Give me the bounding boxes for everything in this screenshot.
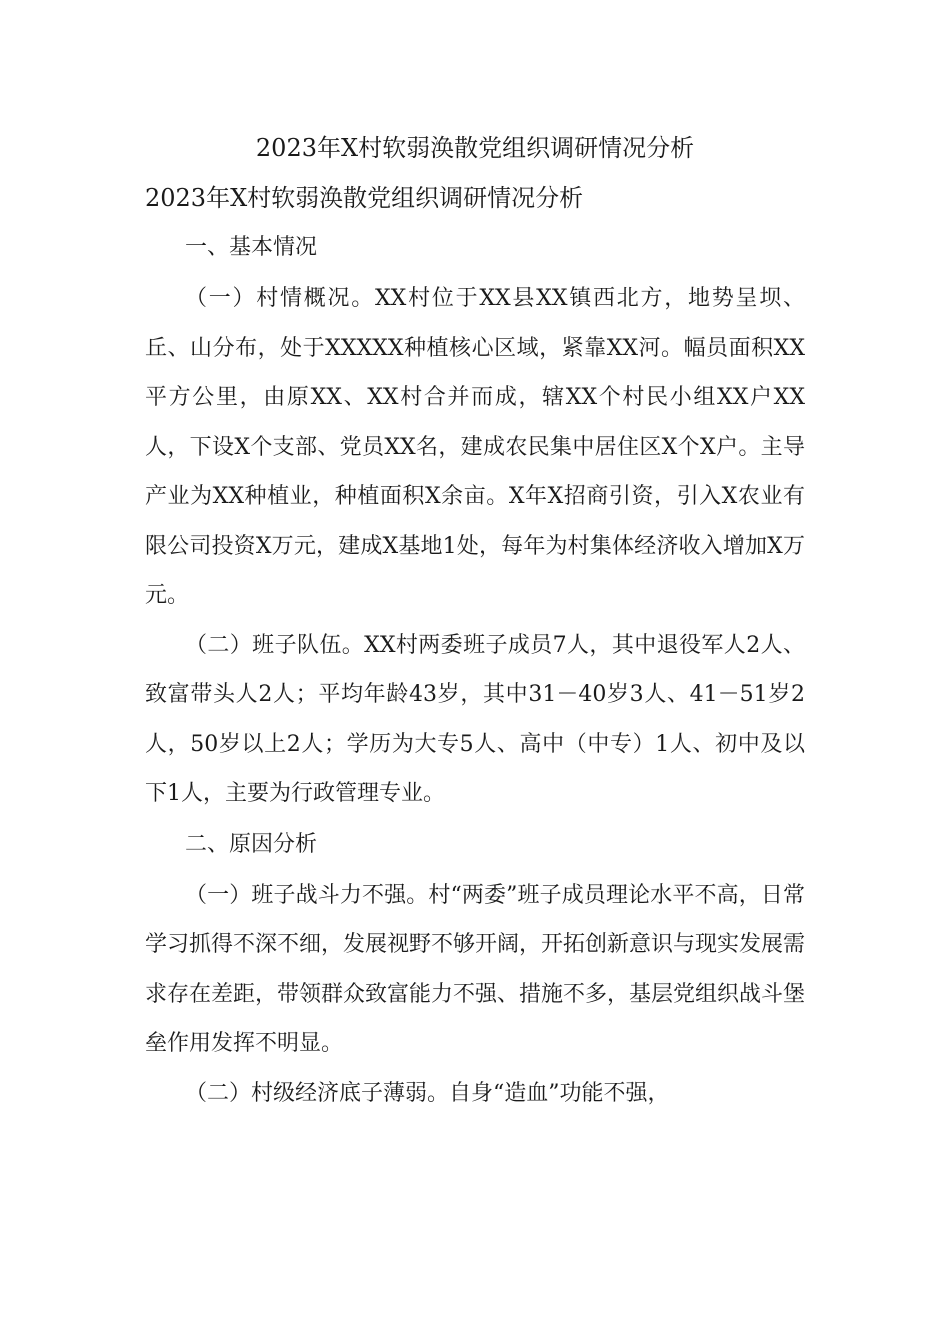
- section-heading-basic-situation: 一、基本情况: [185, 235, 318, 260]
- section-heading-cause-analysis: 二、原因分析: [185, 831, 318, 857]
- paragraph-team-weakness: （一）班子战斗力不强。村“两委”班子成员理论水平不高，日常学习抓得不深不细，发展视野不够开阔，开拓创新意识与现实发展需求存在差距，带领群众致富能力不强、措施不多，基层党组织战斗堡垒作用发挥不明显。: [145, 882, 806, 1056]
- paragraph-team-composition: （二）班子队伍。XX村两委班子成员7人，其中退役军人2人、致富带头人2人；平均年龄43岁，其中31－40岁3人、41－51岁2人，50岁以上2人；学历为大专5人、高中（中专）1人、初中及以下1人，主要为行政管理专业。: [145, 632, 805, 806]
- document-subtitle: 2023年X村软弱涣散党组织调研情况分析: [145, 184, 584, 212]
- document-title: 2023年X村软弱涣散党组织调研情况分析: [255, 134, 695, 162]
- paragraph-village-overview: （一）村情概况。XX村位于XX县XX镇西北方，地势呈坝、丘、山分布，处于XXXXX种植核心区域，紧靠XX河。幅员面积XX平方公里，由原XX、XX村合并而成，辖XX个村民小组XX户XX人，下设X个支部、党员XX名，建成农民集中居住区X个X户。主导产业为XX种植业，种植面积X余亩。X年X招商引资，引入X农业有限公司投资X万元，建成X基地1处，每年为村集体经济收入增加X万元。: [145, 286, 805, 608]
- paragraph-economic-weakness: （二）村级经济底子薄弱。自身“造血”功能不强，: [185, 1080, 670, 1106]
